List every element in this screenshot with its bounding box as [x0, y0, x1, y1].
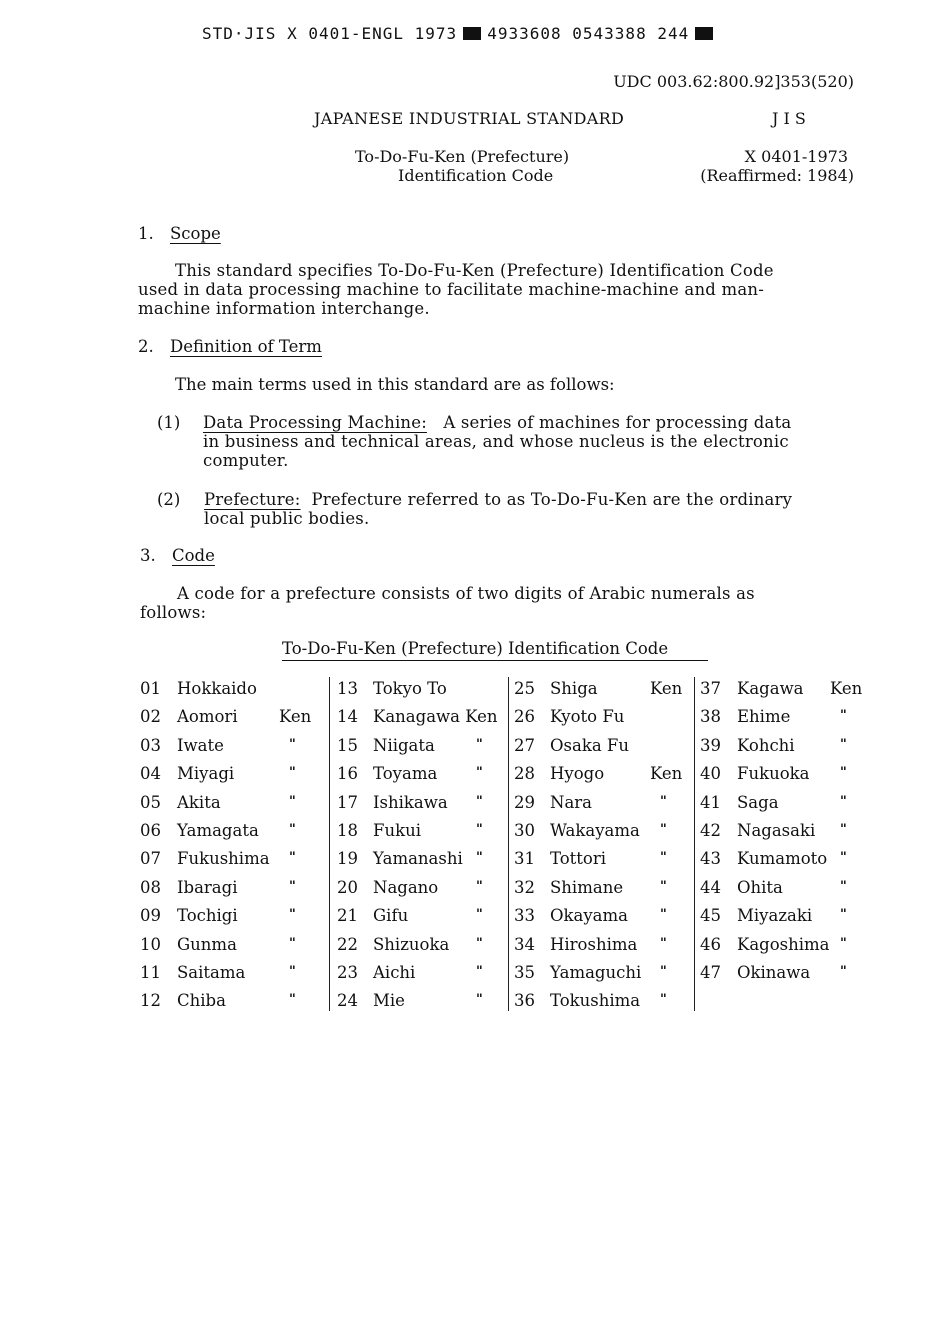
prefecture-name: Nagano: [373, 877, 439, 897]
prefecture-code: 06: [140, 821, 161, 840]
prefecture-code: 41: [700, 792, 721, 812]
prefecture-code: 14: [337, 707, 358, 727]
ditto-mark: ": [289, 964, 296, 979]
prefecture-name: Okinawa: [737, 963, 811, 982]
black-block-icon: [695, 27, 713, 40]
prefecture-name: Shizuoka: [373, 934, 450, 954]
column-divider: [329, 677, 330, 1011]
ditto-mark: ": [660, 822, 667, 837]
header-code-2: 0543388: [572, 24, 647, 43]
prefecture-name: Shimane: [550, 877, 624, 897]
prefecture-code: 19: [337, 849, 358, 869]
prefecture-code: 36: [514, 991, 535, 1011]
prefecture-code: 12: [140, 991, 161, 1011]
prefecture-name: Nagasaki: [737, 821, 816, 840]
prefecture-name: Saga: [737, 792, 779, 812]
ditto-mark: ": [840, 850, 847, 866]
prefecture-name: Fukushima: [177, 849, 270, 869]
definition-item-1-number: (1): [157, 413, 181, 432]
ditto-mark: ": [476, 793, 483, 809]
ditto-mark: ": [476, 878, 483, 894]
ditto-mark: ": [660, 935, 667, 951]
prefecture-name: Kumamoto: [737, 849, 828, 869]
definition-line: local public bodies.: [204, 509, 370, 528]
header-code-3: 244: [657, 24, 690, 43]
definition-intro: The main terms used in this standard are as follows:: [175, 375, 615, 394]
prefecture-code: 28: [514, 764, 535, 784]
definition-item-2: [204, 490, 792, 528]
ditto-mark: ": [289, 765, 296, 781]
term-data-processing-machine: Data Processing Machine:: [203, 413, 427, 432]
prefecture-code: 34: [514, 934, 535, 954]
prefecture-name: Kohchi: [737, 735, 795, 755]
section-2-number: 2.: [138, 337, 154, 356]
prefecture-code: 30: [514, 821, 535, 840]
section-3-number: 3.: [140, 546, 156, 565]
prefecture-suffix: Ken: [830, 679, 863, 698]
section-3-heading: Code: [172, 546, 215, 565]
prefecture-code: 25: [514, 679, 535, 698]
prefecture-name: Okayama: [550, 906, 629, 926]
section-1-number: 1.: [138, 224, 154, 243]
prefecture-name: Tokyo To: [373, 679, 447, 698]
column-divider: [694, 677, 695, 1011]
ditto-mark: ": [840, 736, 847, 752]
prefecture-code: 35: [514, 963, 535, 982]
ditto-mark: ": [289, 793, 296, 809]
prefecture-name: Kanagawa Ken: [373, 707, 498, 727]
prefecture-code: 45: [700, 906, 721, 926]
prefecture-code: 31: [514, 849, 535, 869]
prefecture-name: Hiroshima: [550, 934, 638, 954]
prefecture-code: 04: [140, 764, 161, 784]
scope-line: machine information interchange.: [138, 299, 430, 318]
ditto-mark: ": [289, 907, 296, 923]
term-prefecture: Prefecture:: [204, 490, 301, 509]
prefecture-code: 09: [140, 906, 161, 926]
prefecture-code: 15: [337, 735, 358, 755]
section-1-heading: Scope: [170, 224, 221, 243]
scope-line: This standard specifies To-Do-Fu-Ken (Prefecture) Identification Code: [175, 261, 774, 280]
doc-title-line-1: To-Do-Fu-Ken (Prefecture): [355, 147, 570, 166]
prefecture-name: Hokkaido: [177, 679, 257, 698]
prefecture-name: Tochigi: [177, 906, 238, 926]
prefecture-name: Wakayama: [550, 821, 640, 840]
prefecture-suffix: Ken: [279, 707, 312, 727]
ditto-mark: ": [840, 935, 847, 951]
prefecture-code: 08: [140, 877, 161, 897]
prefecture-code: 38: [700, 707, 721, 727]
ditto-mark: ": [840, 793, 847, 809]
caption-underline: [282, 660, 708, 661]
ditto-mark: ": [840, 907, 847, 923]
ditto-mark: ": [476, 736, 483, 752]
prefecture-name: Niigata: [373, 735, 435, 755]
prefecture-name: Hyogo: [550, 764, 605, 784]
prefecture-name: Kyoto Fu: [550, 707, 625, 727]
prefecture-name: Gifu: [373, 906, 409, 926]
prefecture-code: 29: [514, 792, 535, 812]
standard-title: JAPANESE INDUSTRIAL STANDARD: [314, 109, 625, 128]
prefecture-code: 32: [514, 877, 535, 897]
ditto-mark: ": [476, 992, 483, 1008]
definition-line: Prefecture referred to as To-Do-Fu-Ken are the ordinary: [311, 490, 793, 509]
ditto-mark: ": [289, 878, 296, 894]
prefecture-code: 07: [140, 849, 161, 869]
ditto-mark: ": [289, 935, 296, 951]
ditto-mark: ": [660, 907, 667, 923]
jis-mark: J I S: [772, 109, 806, 128]
prefecture-code: 27: [514, 735, 535, 755]
prefecture-name: Aichi: [373, 963, 416, 982]
column-divider: [508, 677, 509, 1011]
prefecture-name: Iwate: [177, 735, 224, 755]
header-line: [202, 24, 719, 43]
prefecture-name: Tokushima: [550, 991, 641, 1011]
prefecture-code: 39: [700, 735, 721, 755]
ditto-mark: ": [289, 992, 296, 1008]
reaffirmed: (Reaffirmed: 1984): [700, 166, 854, 185]
prefecture-name: Tottori: [550, 849, 607, 869]
prefecture-name: Yamaguchi: [550, 963, 642, 982]
header-left: STD·JIS X 0401-ENGL 1973: [202, 24, 458, 43]
ditto-mark: ": [840, 708, 847, 724]
ditto-mark: ": [289, 822, 296, 837]
code-paragraph: [140, 584, 755, 622]
prefecture-suffix: Ken: [650, 679, 683, 698]
prefecture-code: 17: [337, 792, 358, 812]
prefecture-code: 23: [337, 963, 358, 982]
prefecture-name: Miyagi: [177, 764, 235, 784]
table-caption: To-Do-Fu-Ken (Prefecture) Identification Code: [282, 639, 669, 658]
ditto-mark: ": [660, 964, 667, 979]
prefecture-code: 11: [140, 963, 161, 982]
prefecture-code: 13: [337, 679, 358, 698]
prefecture-code: 44: [700, 877, 721, 897]
prefecture-name: Nara: [550, 792, 592, 812]
prefecture-name: Aomori: [177, 707, 238, 727]
prefecture-name: Saitama: [177, 963, 246, 982]
prefecture-name: Yamagata: [177, 821, 259, 840]
ditto-mark: ": [476, 964, 483, 979]
doc-number: X 0401-1973: [744, 147, 848, 166]
code-line: follows:: [140, 603, 207, 622]
ditto-mark: ": [476, 850, 483, 866]
prefecture-name: Chiba: [177, 991, 226, 1011]
ditto-mark: ": [660, 992, 667, 1008]
prefecture-code: 40: [700, 764, 721, 784]
prefecture-code: 42: [700, 821, 721, 840]
ditto-mark: ": [476, 935, 483, 951]
prefecture-code: 01: [140, 679, 161, 698]
prefecture-code: 21: [337, 906, 358, 926]
prefecture-code: 37: [700, 679, 721, 698]
ditto-mark: ": [289, 850, 296, 866]
prefecture-name: Miyazaki: [737, 906, 813, 926]
ditto-mark: ": [660, 878, 667, 894]
black-block-icon: [463, 27, 481, 40]
prefecture-code: 20: [337, 877, 358, 897]
prefecture-name: Osaka Fu: [550, 735, 629, 755]
definition-item-2-number: (2): [157, 490, 181, 509]
prefecture-name: Gunma: [177, 934, 237, 954]
ditto-mark: ": [660, 850, 667, 866]
definition-line: A series of machines for processing data: [443, 413, 792, 432]
prefecture-name: Kagoshima: [737, 934, 830, 954]
prefecture-code: 03: [140, 735, 161, 755]
prefecture-code: 10: [140, 934, 161, 954]
ditto-mark: ": [476, 822, 483, 837]
prefecture-name: Ibaragi: [177, 877, 238, 897]
prefecture-name: Toyama: [373, 764, 438, 784]
ditto-mark: ": [840, 964, 847, 979]
prefecture-code: 05: [140, 792, 161, 812]
prefecture-name: Fukui: [373, 821, 421, 840]
prefecture-name: Shiga: [550, 679, 598, 698]
ditto-mark: ": [476, 907, 483, 923]
ditto-mark: ": [840, 822, 847, 837]
header-code-1: 4933608: [487, 24, 562, 43]
prefecture-code: 47: [700, 963, 721, 982]
prefecture-code: 22: [337, 934, 358, 954]
ditto-mark: ": [840, 765, 847, 781]
doc-title-line-2: Identification Code: [398, 166, 554, 185]
prefecture-code: 02: [140, 707, 161, 727]
prefecture-code: 16: [337, 764, 358, 784]
prefecture-code: 33: [514, 906, 535, 926]
prefecture-code: 46: [700, 934, 721, 954]
prefecture-name: Yamanashi: [373, 849, 463, 869]
prefecture-name: Kagawa: [737, 679, 804, 698]
prefecture-name: Ishikawa: [373, 792, 448, 812]
prefecture-name: Fukuoka: [737, 764, 810, 784]
definition-line: computer.: [203, 451, 289, 470]
scope-paragraph: [138, 261, 774, 318]
ditto-mark: ": [289, 736, 296, 752]
prefecture-code: 18: [337, 821, 358, 840]
ditto-mark: ": [660, 793, 667, 809]
ditto-mark: ": [840, 878, 847, 894]
ditto-mark: ": [476, 765, 483, 781]
definition-line: in business and technical areas, and whose nucleus is the electronic: [203, 432, 789, 451]
section-2-heading: Definition of Term: [170, 337, 322, 356]
code-line: A code for a prefecture consists of two digits of Arabic numerals as: [177, 584, 755, 603]
prefecture-name: Ehime: [737, 707, 791, 727]
prefecture-code: 26: [514, 707, 535, 727]
scope-line: used in data processing machine to facilitate machine-machine and man-: [138, 280, 764, 299]
prefecture-name: Ohita: [737, 877, 783, 897]
definition-item-1: [203, 413, 791, 470]
prefecture-name: Akita: [177, 792, 221, 812]
prefecture-suffix: Ken: [650, 764, 683, 784]
prefecture-name: Mie: [373, 991, 405, 1011]
prefecture-code: 43: [700, 849, 721, 869]
prefecture-code: 24: [337, 991, 358, 1011]
udc-number: UDC 003.62:800.92]353(520): [613, 72, 854, 91]
